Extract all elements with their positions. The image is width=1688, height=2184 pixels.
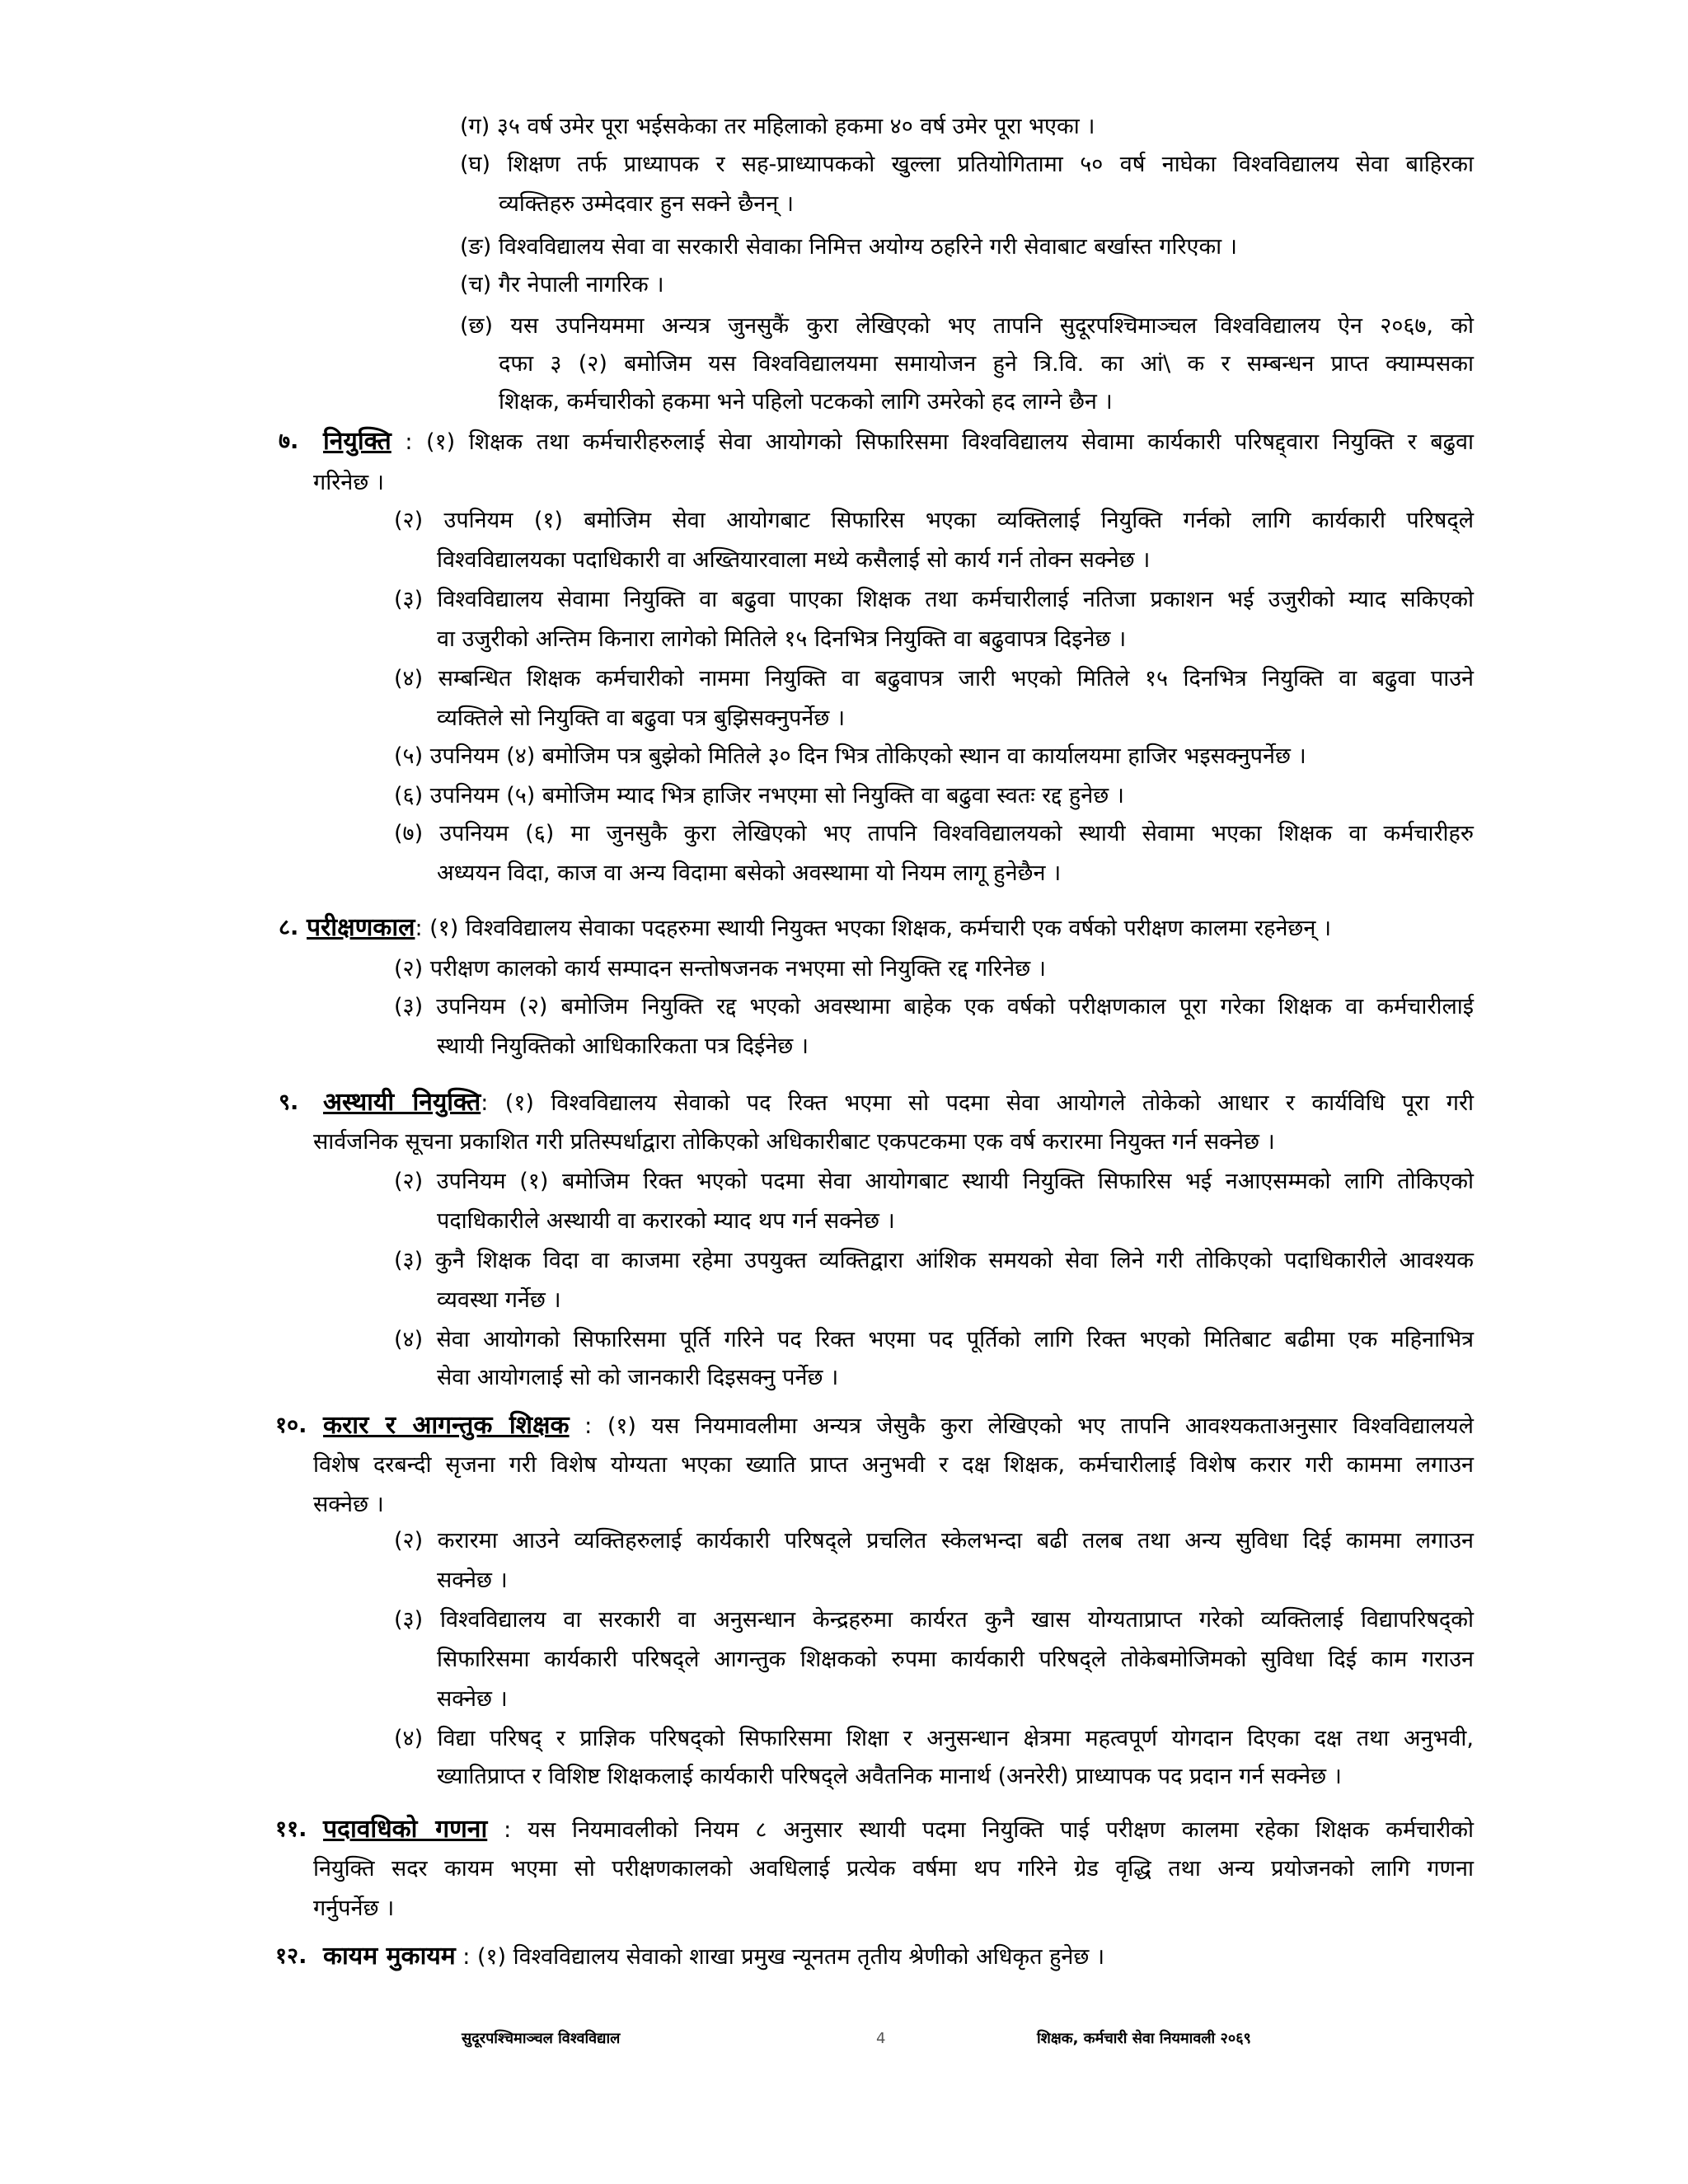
section-10-title: करार र आगन्तुक शिक्षक — [323, 1411, 570, 1440]
section-10-lead-cont1: विशेष दरबन्दी सृजना गरी विशेष योग्यता भएका ख्याति प्राप्त अनुभवी र दक्ष शिक्षक, कर्मचारीलाई विशेष करार गरी काममा लगाउन — [313, 1452, 1474, 1478]
s7-p3-cont: वा उजुरीको अन्तिम किनारा लागेको मितिले १५ दिनभित्र नियुक्ति वा बढुवापत्र दिइनेछ । — [437, 626, 1127, 652]
footer-right: शिक्षक, कर्मचारी सेवा नियमावली २०६९ — [1037, 2030, 1251, 2047]
section-9-lead-cont: सार्वजनिक सूचना प्रकाशित गरी प्रतिस्पर्धाद्वारा तोकिएको अधिकारीबाट एकपटकमा एक वर्ष करारमा नियुक्त गर्न सक्नेछ । — [313, 1129, 1275, 1155]
section-11-title: पदावधिको गणना — [323, 1815, 488, 1844]
s7-p4: (४) सम्बन्धित शिक्षक कर्मचारीको नाममा नियुक्ति वा बढुवापत्र जारी भएको मितिले १५ दिनभित्र नियुक्ति वा बढुवा पाउने — [394, 666, 1474, 691]
section-7-number: ७. — [279, 429, 299, 454]
s10-p3-cont2: सक्नेछ । — [437, 1686, 508, 1712]
section-12-lead: कायम मुकायम : (१) विश्वविद्यालय सेवाको शाखा प्रमुख न्यूनतम तृतीय श्रेणीको अधिकृत हुनेछ । — [323, 1942, 1105, 1971]
section-7-lead-cont: गरिनेछ । — [313, 470, 384, 495]
s10-p2: (२) करारमा आउने व्यक्तिहरुलाई कार्यकारी परिषद्ले प्रचलित स्केलभन्दा बढी तलब तथा अन्य सुविधा दिई काममा लगाउन — [394, 1528, 1474, 1554]
clause-chha-cont1: दफा ३ (२) बमोजिम यस विश्वविद्यालयमा समायोजन हुने त्रि.वि. का आं\ क र सम्बन्धन प्राप्त क्याम्पसका — [499, 351, 1474, 377]
section-10-lead: करार र आगन्तुक शिक्षक : (१) यस नियमावलीमा अन्यत्र जेसुकै कुरा लेखिएको भए तापनि आवश्यकताअनुसार विश्वविद्यालयले — [323, 1411, 1474, 1440]
s7-p7: (७) उपनियम (६) मा जुनसुकै कुरा लेखिएको भए तापनि विश्वविद्यालयको स्थायी सेवामा भएका शिक्षक वा कर्मचारीहरु — [394, 821, 1474, 846]
section-12-number: १२. — [275, 1943, 307, 1969]
section-10-number: १०. — [275, 1413, 307, 1438]
clause-chha-cont2: शिक्षक, कर्मचारीको हकमा भने पहिलो पटकको लागि उमरेको हद लाग्ने छैन । — [499, 389, 1113, 415]
section-8-lead: परीक्षणकाल: (१) विश्वविद्यालय सेवाका पदहरुमा स्थायी नियुक्त भएका शिक्षक, कर्मचारी एक वर्षको परीक्षण कालमा रहनेछन् । — [307, 913, 1332, 942]
clause-gha: (घ) शिक्षण तर्फ प्राध्यापक र सह-प्राध्यापकको खुल्ला प्रतियोगितामा ५० वर्ष नाघेका विश्वविद्यालय सेवा बाहिरका — [460, 152, 1474, 177]
section-9-title: अस्थायी नियुक्ति — [323, 1088, 481, 1117]
clause-gha-cont: व्यक्तिहरु उम्मेदवार हुन सक्ने छैनन् । — [499, 191, 795, 217]
s7-p2: (२) उपनियम (१) बमोजिम सेवा आयोगबाट सिफारिस भएका व्यक्तिलाई नियुक्ति गर्नको लागि कार्यकारी परिषद्ले — [394, 508, 1474, 533]
section-7-title: नियुक्ति — [323, 427, 392, 456]
s7-p6: (६) उपनियम (५) बमोजिम म्याद भित्र हाजिर नभएमा सो नियुक्ति वा बढुवा स्वतः रद्द हुनेछ । — [394, 783, 1124, 808]
s10-p2-cont: सक्नेछ । — [437, 1568, 508, 1593]
s9-p2: (२) उपनियम (१) बमोजिम रिक्त भएको पदमा सेवा आयोगबाट स्थायी नियुक्ति सिफारिस भई नआएसम्मको लागि तोकिएको — [394, 1169, 1474, 1194]
s8-p3-cont: स्थायी नियुक्तिको आधिकारिकता पत्र दिईनेछ । — [437, 1033, 809, 1059]
s10-p4: (४) विद्या परिषद् र प्राज्ञिक परिषद्को सिफारिसमा शिक्षा र अनुसन्धान क्षेत्रमा महत्वपूर्ण योगदान दिएका दक्ष तथा अनुभवी, — [394, 1726, 1474, 1751]
section-8-title: परीक्षणकाल — [307, 913, 415, 942]
s7-p2-cont: विश्वविद्यालयका पदाधिकारी वा अख्तियारवाला मध्ये कसैलाई सो कार्य गर्न तोक्न सक्नेछ । — [437, 547, 1151, 573]
section-11-lead: पदावधिको गणना : यस नियमावलीको नियम ८ अनुसार स्थायी पदमा नियुक्ति पाई परीक्षण कालमा रहेका शिक्षक कर्मचारीको — [323, 1815, 1474, 1844]
s7-p7-cont: अध्ययन विदा, काज वा अन्य विदामा बसेको अवस्थामा यो नियम लागू हुनेछैन । — [437, 860, 1062, 886]
s10-p4-cont: ख्यातिप्राप्त र विशिष्ट शिक्षकलाई कार्यकारी परिषद्ले अवैतनिक मानार्थ (अनरेरी) प्राध्यापक पद प्रदान गर्न सक्नेछ । — [437, 1764, 1342, 1789]
section-7-lead: नियुक्ति : (१) शिक्षक तथा कर्मचारीहरुलाई सेवा आयोगको सिफारिसमा विश्वविद्यालय सेवामा कार्यकारी परिषद्द्वारा नियुक्ति र बढुवा — [323, 427, 1474, 456]
clause-nga: (ङ) विश्वविद्यालय सेवा वा सरकारी सेवाका निमित्त अयोग्य ठहरिने गरी सेवाबाट बर्खास्त गरिएका । — [460, 234, 1237, 260]
footer-page-number: 4 — [876, 2030, 886, 2047]
s9-p3-cont: व्यवस्था गर्नेछ । — [437, 1287, 561, 1313]
s7-p3: (३) विश्वविद्यालय सेवामा नियुक्ति वा बढुवा पाएका शिक्षक तथा कर्मचारीलाई नतिजा प्रकाशन भई उजुरीको म्याद सकिएको — [394, 587, 1474, 612]
section-9-number: ९. — [279, 1090, 299, 1115]
s8-p2: (२) परीक्षण कालको कार्य सम्पादन सन्तोषजनक नभएमा सो नियुक्ति रद्द गरिनेछ । — [394, 956, 1047, 982]
clause-chha: (छ) यस उपनियममा अन्यत्र जुनसुकैं कुरा लेखिएको भए तापनि सुदूरपश्चिमाञ्चल विश्वविद्यालय ऐन २०६७, को — [460, 313, 1474, 339]
s9-p4-cont: सेवा आयोगलाई सो को जानकारी दिइसक्नु पर्नेछ । — [437, 1365, 839, 1390]
s10-p3-cont1: सिफारिसमा कार्यकारी परिषद्ले आगन्तुक शिक्षकको रुपमा कार्यकारी परिषद्ले तोकेबमोजिमको सुविधा दिई काम गराउन — [437, 1647, 1474, 1672]
s7-p5: (५) उपनियम (४) बमोजिम पत्र बुझेको मितिले ३० दिन भित्र तोकिएको स्थान वा कार्यालयमा हाजिर भइसक्नुपर्नेछ । — [394, 743, 1306, 769]
s10-p3: (३) विश्वविद्यालय वा सरकारी वा अनुसन्धान केन्द्रहरुमा कार्यरत कुनै खास योग्यताप्राप्त गरेको व्यक्तिलाई विद्यापरिषद्को — [394, 1607, 1474, 1633]
section-12-title: कायम मुकायम — [323, 1942, 456, 1971]
s7-p4-cont: व्यक्तिले सो नियुक्ति वा बढुवा पत्र बुझिसक्नुपर्नेछ । — [437, 705, 846, 731]
s8-p3: (३) उपनियम (२) बमोजिम नियुक्ति रद्द भएको अवस्थामा बाहेक एक वर्षको परीक्षणकाल पूरा गरेका शिक्षक वा कर्मचारीलाई — [394, 994, 1474, 1019]
footer-left: सुदूरपश्चिमाञ्चल विश्वविद्याल — [462, 2030, 621, 2047]
s9-p3: (३) कुनै शिक्षक विदा वा काजमा रहेमा उपयुक्त व्यक्तिद्वारा आंशिक समयको सेवा लिने गरी तोकिएको पदाधिकारीले आवश्यक — [394, 1248, 1474, 1273]
section-11-number: ११. — [275, 1816, 307, 1842]
s9-p4: (४) सेवा आयोगको सिफारिसमा पूर्ति गरिने पद रिक्त भएमा पद पूर्तिको लागि रिक्त भएको मितिबाट बढीमा एक महिनाभित्र — [394, 1327, 1474, 1352]
s9-p2-cont: पदाधिकारीले अस्थायी वा करारको म्याद थप गर्न सक्नेछ । — [437, 1208, 895, 1234]
clause-ga: (ग) ३५ वर्ष उमेर पूरा भईसकेका तर महिलाको हकमा ४० वर्ष उमेर पूरा भएका । — [460, 114, 1095, 139]
section-8-number: ८. — [279, 915, 299, 940]
section-11-lead-cont2: गर्नुपर्नेछ । — [313, 1896, 395, 1921]
section-9-lead: अस्थायी नियुक्ति: (१) विश्वविद्यालय सेवाको पद रिक्त भएमा सो पदमा सेवा आयोगले तोकेको आधार र कार्यविधि पूरा गरी — [323, 1088, 1474, 1117]
section-10-lead-cont2: सक्नेछ । — [313, 1492, 384, 1517]
clause-cha: (च) गैर नेपाली नागरिक । — [460, 272, 664, 298]
section-11-lead-cont1: नियुक्ति सदर कायम भएमा सो परीक्षणकालको अवधिलाई प्रत्येक वर्षमा थप गरिने ग्रेड वृद्धि तथा अन्य प्रयोजनको लागि गणना — [313, 1856, 1474, 1882]
